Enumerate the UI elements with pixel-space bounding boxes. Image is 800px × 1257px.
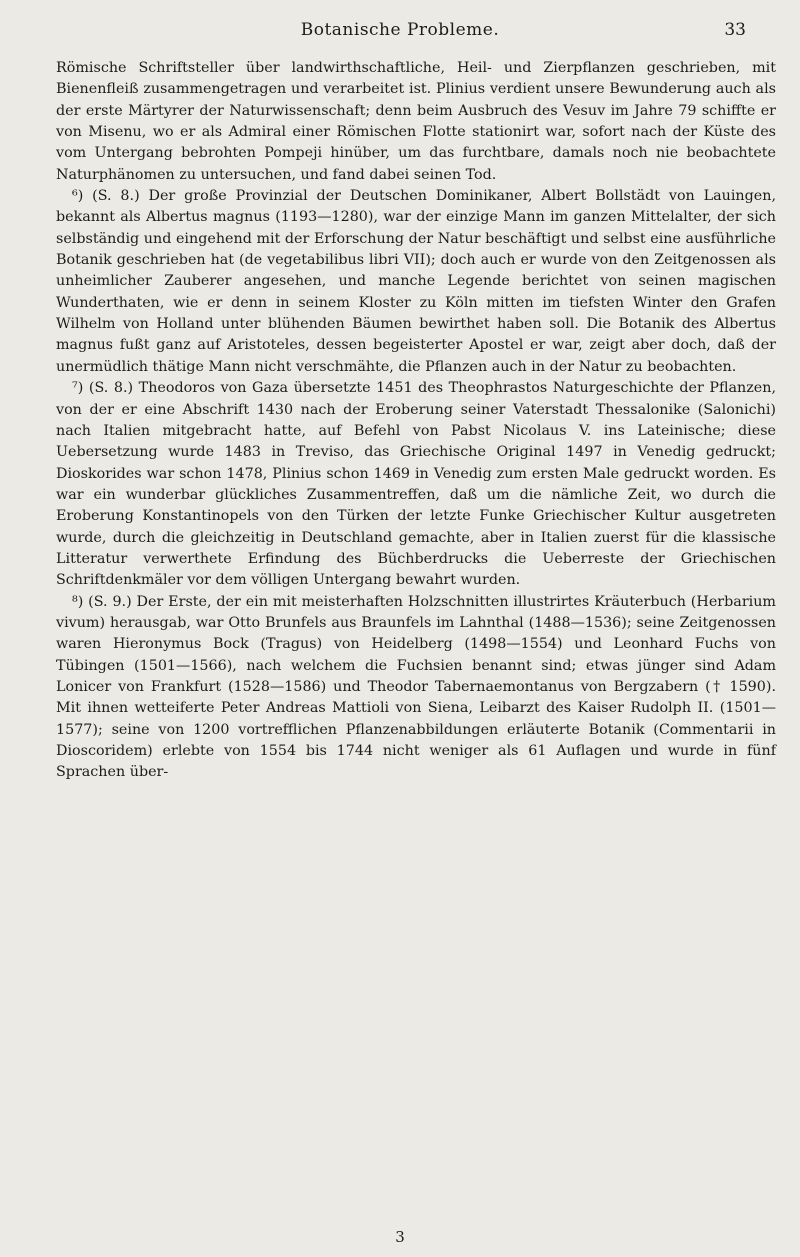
body-text	[56, 58, 776, 784]
footnote-6: ⁶) (S. 8.) Der große Provinzial der Deutschen Dominikaner, Albert Bollstädt von Lauingen, bekannt als Albertus magnus (1193—1280), war der einzige Mann im ganzen Mittelalter, der sich selbständig und eingehend mit der Erforschung der Natur beschäftigt und selbst eine ausführliche Botanik geschrieben hat (de vegetabilibus libri VII); doch auch er wurde von den Zeitgenossen als unheimlicher Zauberer angesehen, und manche Legende berichtet von seinen magischen Wunderthaten, wie er denn in seinem Kloster zu Köln mitten im tiefsten Winter den Grafen Wilhelm von Holland unter blühenden Bäumen bewirthet haben soll. Die Botanik des Albertus magnus fußt ganz auf Aristoteles, dessen begeisterter Apostel er war, zeigt aber doch, daß der unermüdlich thätige Mann nicht verschmähte, die Pflanzen auch in der Natur zu beobachten.	[56, 188, 776, 375]
page-number: 33	[724, 20, 746, 40]
running-title: Botanische Probleme.	[300, 20, 500, 40]
footnote-8: ⁸) (S. 9.) Der Erste, der ein mit meisterhaften Holzschnitten illustrirtes Kräuterbuch (Herbarium vivum) herausgab, war Otto Brunfels aus Braunfels im Lahnthal (1488—1536); seine Zeitgenossen waren Hieronymus Bock (Tragus) von Heidelberg (1498—1554) und Leonhard Fuchs von Tübingen (1501—1566), nach welchem die Fuchsien benannt sind; etwas jünger sind Adam Lonicer von Frankfurt (1528—1586) und Theodor Tabernaemontanus von Bergzabern († 1590). Mit ihnen wetteiferte Peter Andreas Mattioli von Siena, Leibarzt des Kaiser Rudolph II. (1501—1577); seine von 1200 vortrefflichen Pflanzenabbildungen erläuterte Botanik (Commentarii in Dioscoridem) erlebte von 1554 bis 1744 nicht weniger als 61 Auflagen und wurde in fünf Sprachen über-	[56, 593, 776, 781]
signature-mark: 3	[395, 1228, 405, 1246]
footnote-7: ⁷) (S. 8.) Theodoros von Gaza übersetzte 1451 des Theophrastos Naturgeschichte der Pflanzen, von der er eine Abschrift 1430 nach der Eroberung seiner Vaterstadt Thessalonike (Salonichi) nach Italien mitgebracht hatte, auf Befehl von Pabst Nicolaus V. ins Lateinische; diese Uebersetzung wurde 1483 in Treviso, das Griechische Original 1497 in Venedig gedruckt; Dioskorides war schon 1478, Plinius schon 1469 in Venedig zum ersten Male gedruckt worden. Es war ein wunderbar glückliches Zusammentreffen, daß um die nämliche Zeit, wo durch die Eroberung Konstantinopels von den Türken der letzte Funke Griechischer Kultur ausgetreten wurde, durch die gleichzeitig in Deutschland gemachte, aber in Italien zuerst für die klassische Litteratur verwerthete Erfindung des Büchberdrucks die Ueberreste der Griechischen Schriftdenkmäler vor dem völligen Untergang bewahrt wurden.	[56, 380, 776, 589]
paragraph-plinius: Römische Schriftsteller über landwirthschaftliche, Heil- und Zierpflanzen geschrieben, mit Bienenfleiß zusammengetragen und verarbeitet ist. Plinius verdient unsere Bewunderung auch als der erste Märtyrer der Naturwissenschaft; denn beim Ausbruch des Vesuv im Jahre 79 schiffte er von Misenu, wo er als Admiral einer Römischen Flotte stationirt war, sofort nach der Küste des vom Untergang bebrohten Pompeji hinüber, um das furchtbare, damals noch nie beobachtete Naturphänomen zu untersuchen, und fand dabei seinen Tod.	[56, 60, 776, 183]
running-head	[0, 20, 800, 44]
